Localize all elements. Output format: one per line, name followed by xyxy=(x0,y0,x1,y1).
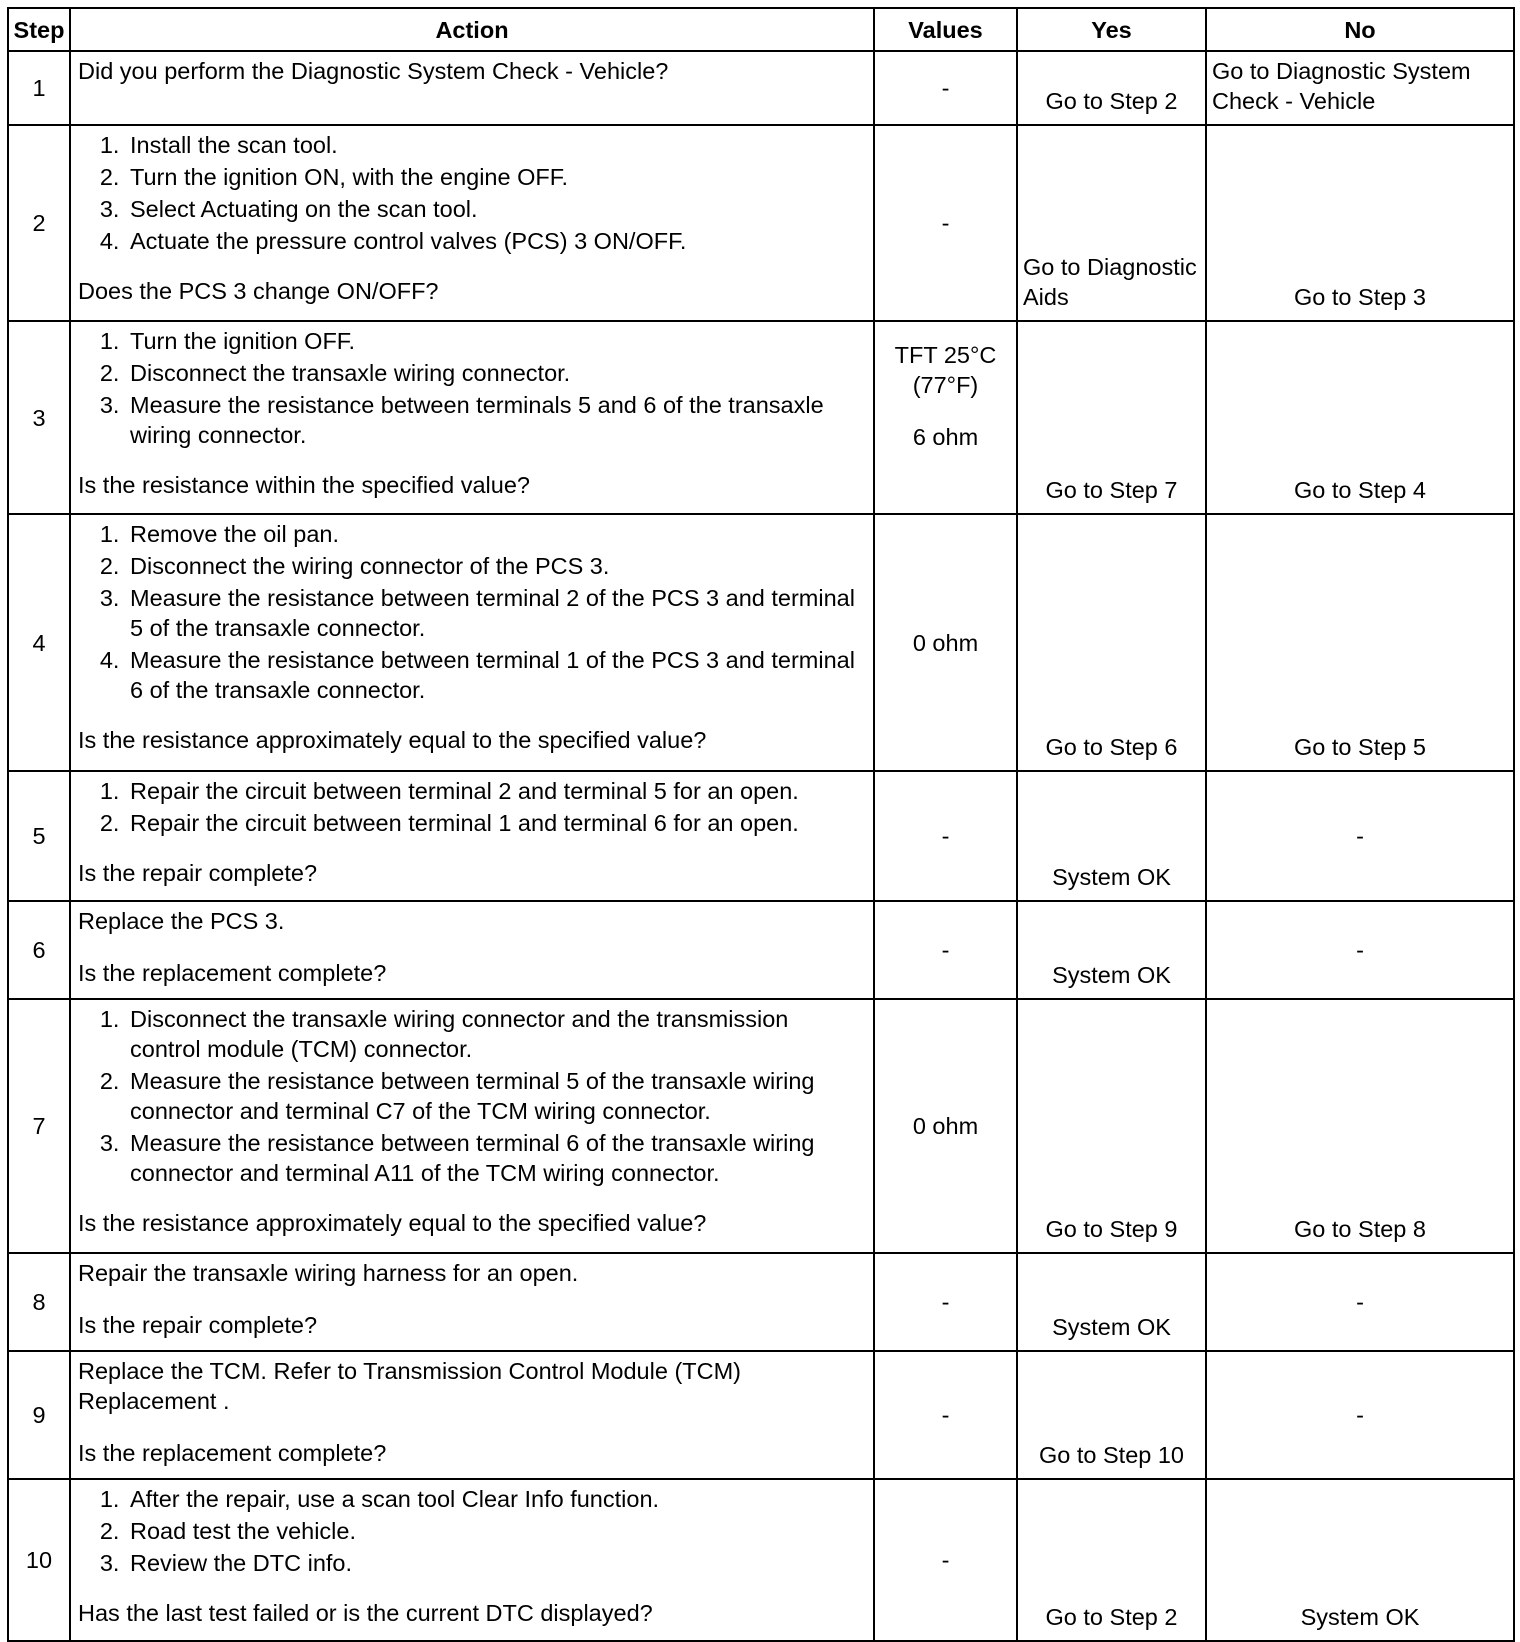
value-text: - xyxy=(941,1402,950,1428)
action-step: 2. Measure the resistance between terminal 5 of the transaxle wiring connector and terminal C7 of the TCM wiring connector. xyxy=(126,1066,865,1126)
header-values: Values xyxy=(874,8,1017,51)
step-number: 10 xyxy=(8,1479,70,1641)
values-cell xyxy=(874,321,1017,514)
values-cell xyxy=(874,51,1017,125)
yes-cell: Go to Diagnostic Aids xyxy=(1017,125,1206,321)
header-yes: Yes xyxy=(1017,8,1206,51)
action-cell xyxy=(70,125,874,321)
value-text: TFT 25°C xyxy=(894,342,997,368)
action-cell xyxy=(70,1479,874,1641)
action-step: 3. Measure the resistance between terminals 5 and 6 of the transaxle wiring connector. xyxy=(126,390,865,450)
action-step: 2. Road test the vehicle. xyxy=(126,1516,865,1546)
value-text: - xyxy=(941,1289,950,1315)
action-steps xyxy=(78,1484,865,1578)
table-row xyxy=(8,1479,1514,1641)
value-text: - xyxy=(941,210,950,236)
step-number: 6 xyxy=(8,901,70,999)
step-number: 9 xyxy=(8,1351,70,1479)
values-cell xyxy=(874,771,1017,901)
no-cell: Go to Step 4 xyxy=(1206,321,1514,514)
action-step: 3. Review the DTC info. xyxy=(126,1548,865,1578)
table-row xyxy=(8,321,1514,514)
action-step: 4. Measure the resistance between terminal 1 of the PCS 3 and terminal 6 of the transaxle connector. xyxy=(126,645,865,705)
yes-cell: System OK xyxy=(1017,901,1206,999)
action-cell xyxy=(70,999,874,1253)
action-step: 3. Measure the resistance between terminal 6 of the transaxle wiring connector and terminal A11 of the TCM wiring connector. xyxy=(126,1128,865,1188)
header-row xyxy=(8,8,1514,51)
action-cell xyxy=(70,771,874,901)
action-cell xyxy=(70,514,874,771)
action-step: 3. Select Actuating on the scan tool. xyxy=(126,194,865,224)
value-text: 0 ohm xyxy=(912,1113,979,1139)
yes-cell: Go to Step 2 xyxy=(1017,51,1206,125)
action-cell xyxy=(70,321,874,514)
action-intro: Replace the TCM. Refer to Transmission Control Module (TCM) Replacement . xyxy=(78,1358,742,1414)
action-step: 1. Repair the circuit between terminal 2 and terminal 5 for an open. xyxy=(126,776,865,806)
action-question: Is the resistance approximately equal to the specified value? xyxy=(78,1210,707,1236)
action-cell xyxy=(70,51,874,125)
yes-cell: Go to Step 6 xyxy=(1017,514,1206,771)
action-step: 2. Turn the ignition ON, with the engine OFF. xyxy=(126,162,865,192)
action-cell xyxy=(70,901,874,999)
action-step: 1. Disconnect the transaxle wiring connector and the transmission control module (TCM) connector. xyxy=(126,1004,865,1064)
action-step: 2. Disconnect the wiring connector of the PCS 3. xyxy=(126,551,865,581)
value-text: - xyxy=(941,75,950,101)
action-step: 1. Install the scan tool. xyxy=(126,130,865,160)
header-action: Action xyxy=(70,8,874,51)
step-number: 7 xyxy=(8,999,70,1253)
step-number: 1 xyxy=(8,51,70,125)
values-cell xyxy=(874,1253,1017,1351)
action-question: Does the PCS 3 change ON/OFF? xyxy=(78,278,439,304)
no-cell: - xyxy=(1206,1351,1514,1479)
step-number: 5 xyxy=(8,771,70,901)
action-question: Is the replacement complete? xyxy=(78,1440,387,1466)
value-text: 0 ohm xyxy=(912,629,979,656)
action-question: Has the last test failed or is the current DTC displayed? xyxy=(78,1600,653,1626)
step-number: 2 xyxy=(8,125,70,321)
values-cell xyxy=(874,1479,1017,1641)
diagnostic-table xyxy=(7,7,1515,1642)
yes-cell: System OK xyxy=(1017,1253,1206,1351)
value-text: - xyxy=(941,823,950,849)
action-step: 1. Remove the oil pan. xyxy=(126,519,865,549)
no-cell: - xyxy=(1206,901,1514,999)
header-step: Step xyxy=(8,8,70,51)
value-text: - xyxy=(941,937,950,963)
table-row xyxy=(8,1253,1514,1351)
action-question: Is the repair complete? xyxy=(78,860,318,886)
no-cell: Go to Step 5 xyxy=(1206,514,1514,771)
action-step: 2. Repair the circuit between terminal 1 and terminal 6 for an open. xyxy=(126,808,865,838)
no-cell: System OK xyxy=(1206,1479,1514,1641)
table-row xyxy=(8,999,1514,1253)
values-cell xyxy=(874,125,1017,321)
values-cell xyxy=(874,514,1017,771)
action-step: 2. Disconnect the transaxle wiring connector. xyxy=(126,358,865,388)
action-steps xyxy=(78,519,865,705)
value-text: - xyxy=(941,1547,950,1573)
table-row xyxy=(8,901,1514,999)
action-step: 4. Actuate the pressure control valves (PCS) 3 ON/OFF. xyxy=(126,226,865,256)
action-question: Is the resistance approximately equal to the specified value? xyxy=(78,727,707,753)
header-no: No xyxy=(1206,8,1514,51)
action-intro: Did you perform the Diagnostic System Check - Vehicle? xyxy=(78,58,669,84)
values-cell xyxy=(874,901,1017,999)
action-step: 1. Turn the ignition OFF. xyxy=(126,326,865,356)
action-step: 1. After the repair, use a scan tool Clear Info function. xyxy=(126,1484,865,1514)
table-row xyxy=(8,1351,1514,1479)
values-cell xyxy=(874,1351,1017,1479)
action-intro: Repair the transaxle wiring harness for an open. xyxy=(78,1260,579,1286)
yes-cell: Go to Step 9 xyxy=(1017,999,1206,1253)
action-steps xyxy=(78,776,865,838)
step-number: 3 xyxy=(8,321,70,514)
table-row xyxy=(8,51,1514,125)
yes-cell: Go to Step 7 xyxy=(1017,321,1206,514)
yes-cell: Go to Step 10 xyxy=(1017,1351,1206,1479)
step-number: 4 xyxy=(8,514,70,771)
value-text: 6 ohm xyxy=(912,424,979,450)
yes-cell: System OK xyxy=(1017,771,1206,901)
no-cell: - xyxy=(1206,771,1514,901)
table-row xyxy=(8,771,1514,901)
action-question: Is the replacement complete? xyxy=(78,960,387,986)
yes-cell: Go to Step 2 xyxy=(1017,1479,1206,1641)
value-text: (77°F) xyxy=(912,372,979,398)
action-question: Is the repair complete? xyxy=(78,1312,318,1338)
action-steps xyxy=(78,130,865,256)
action-steps xyxy=(78,326,865,450)
action-question: Is the resistance within the specified value? xyxy=(78,472,530,498)
step-number: 8 xyxy=(8,1253,70,1351)
table-row xyxy=(8,514,1514,771)
action-cell xyxy=(70,1253,874,1351)
action-step: 3. Measure the resistance between terminal 2 of the PCS 3 and terminal 5 of the transaxle connector. xyxy=(126,583,865,643)
no-cell: Go to Diagnostic System Check - Vehicle xyxy=(1206,51,1514,125)
no-cell: Go to Step 8 xyxy=(1206,999,1514,1253)
action-intro: Replace the PCS 3. xyxy=(78,908,285,934)
action-cell xyxy=(70,1351,874,1479)
values-cell xyxy=(874,999,1017,1253)
table-row xyxy=(8,125,1514,321)
action-steps xyxy=(78,1004,865,1188)
no-cell: - xyxy=(1206,1253,1514,1351)
no-cell: Go to Step 3 xyxy=(1206,125,1514,321)
